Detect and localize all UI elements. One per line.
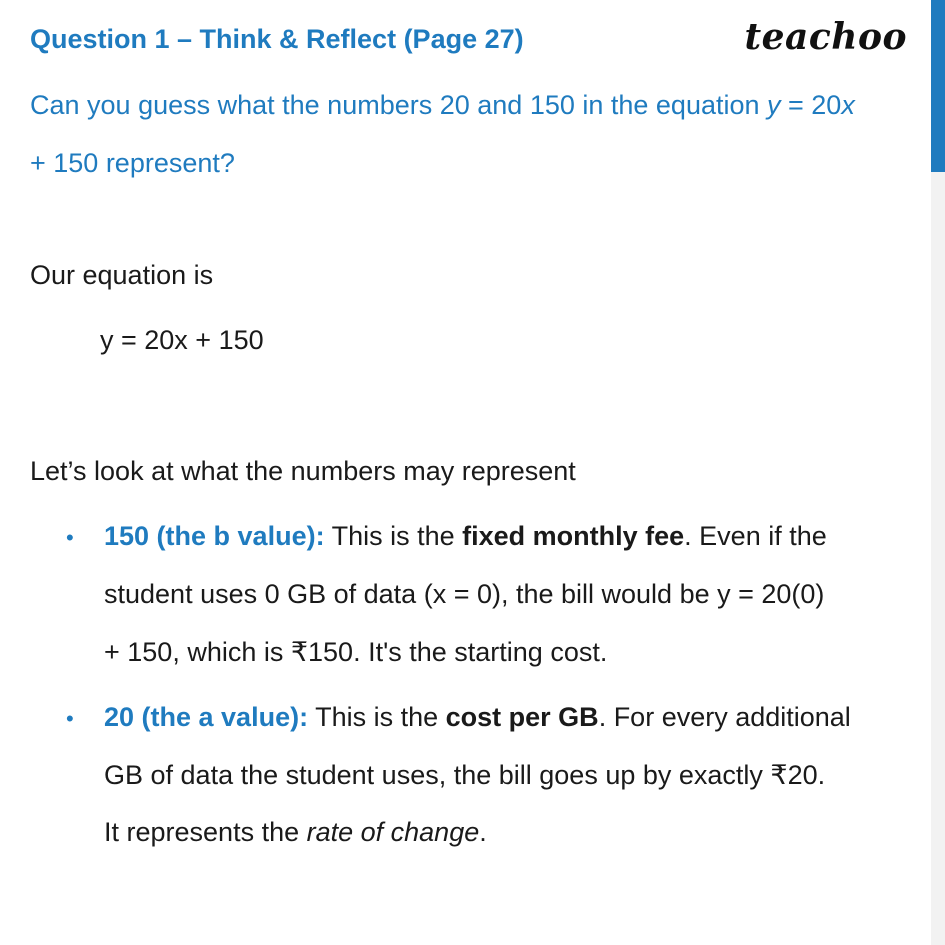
bullet-2-line-1	[104, 702, 851, 733]
bullet-2-text-b: . For every additional	[598, 702, 851, 732]
equation: y = 20x + 150	[100, 325, 264, 355]
bullet-2-line-3	[104, 817, 487, 848]
bullet-1-line-3: + 150, which is ₹150. It's the starting cost.	[104, 637, 608, 667]
bullet-dot-2: •	[66, 706, 74, 731]
bullet-1-bold: fixed monthly fee	[462, 521, 685, 551]
teachoo-logo: teachoo	[744, 16, 907, 58]
bullet-2-bold: cost per GB	[445, 702, 599, 732]
question-var-x: x	[841, 90, 855, 120]
bullet-2-text-a: This is the	[308, 702, 446, 732]
bullet-2-italic: rate of change	[306, 817, 480, 847]
bullet-1-label: 150 (the b value):	[104, 521, 325, 551]
question-line-1	[30, 90, 855, 121]
intro-text: Our equation is	[30, 260, 214, 290]
bullet-dot-1: •	[66, 525, 74, 550]
question-text-2: = 20	[780, 90, 842, 120]
bullet-2-line-2: GB of data the student uses, the bill goes up by exactly ₹20.	[104, 760, 826, 790]
lead-text: Let’s look at what the numbers may represent	[30, 456, 576, 486]
bullet-2-text-d: .	[479, 817, 487, 847]
bullet-1-line-1	[104, 521, 827, 552]
bullet-1-text-b: . Even if the	[684, 521, 827, 551]
bullet-1-line-2: student uses 0 GB of data (x = 0), the bill would be y = 20(0)	[104, 579, 825, 609]
question-var-y: y	[767, 90, 781, 120]
question-line-2: + 150 represent?	[30, 148, 235, 178]
scrollbar-thumb[interactable]	[931, 0, 945, 172]
page-title: Question 1 – Think & Reflect (Page 27)	[30, 24, 524, 54]
bullet-2-label: 20 (the a value):	[104, 702, 309, 732]
bullet-2-text-c: It represents the	[104, 817, 307, 847]
bullet-1-text-a: This is the	[324, 521, 463, 551]
question-text-1: Can you guess what the numbers 20 and 150 in the equation	[30, 90, 768, 120]
